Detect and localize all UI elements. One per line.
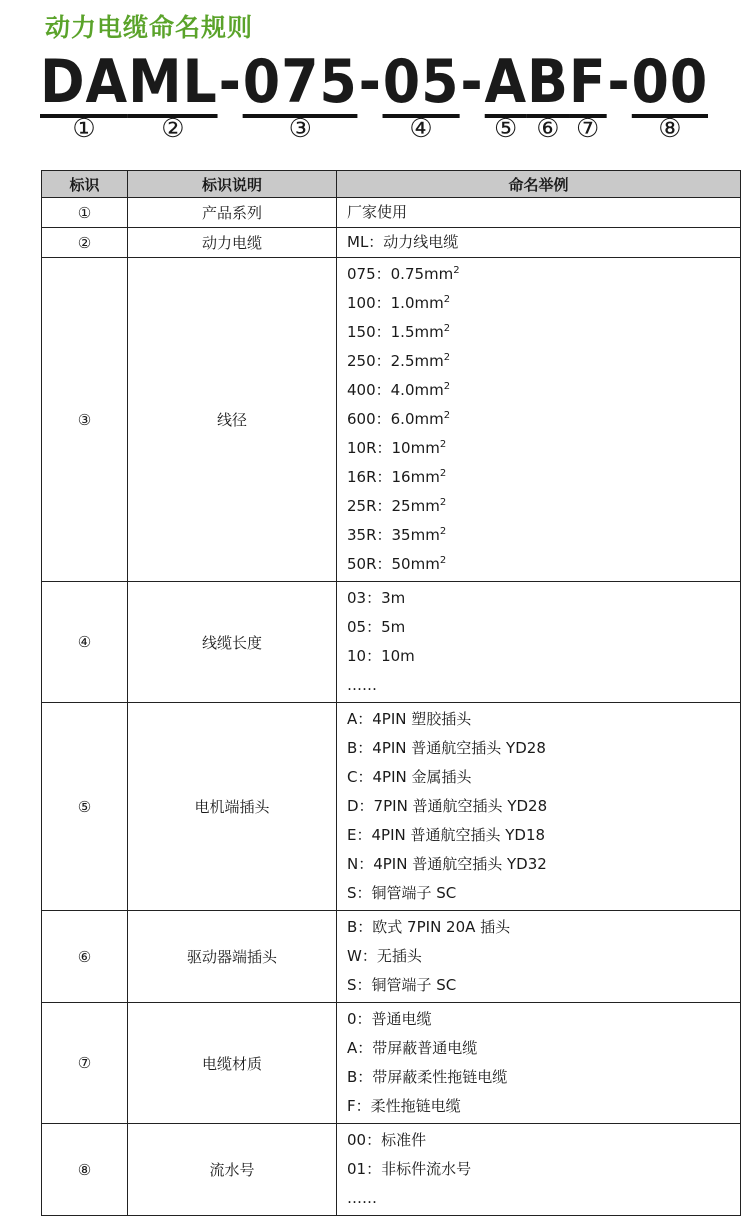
row-marker: ③ [42,258,128,582]
code-dash: - [607,47,631,117]
example-line [347,913,740,942]
example-line [347,671,740,700]
header-description: 标识说明 [128,171,337,198]
example-text: 10R：10mm [347,439,440,457]
example-line [347,942,740,971]
example-line [347,228,740,257]
code-segment: DA [40,47,129,117]
code-segment: B [526,47,569,117]
row-examples [337,1003,741,1124]
example-line [347,879,740,908]
example-text: 150：1.5mm [347,323,444,341]
example-text: …… [347,1189,377,1207]
example-line [347,318,740,347]
row-description: 产品系列 [128,198,337,228]
row-marker: ⑦ [42,1003,128,1124]
example-line [347,376,740,405]
naming-rules-table [41,170,741,1216]
row-marker: ⑥ [42,911,128,1003]
example-text: S：铜管端子 SC [347,884,457,902]
example-line [347,347,740,376]
code-segment: 05 [382,47,460,117]
segment-markers [0,114,750,148]
example-line [347,463,740,492]
unit-exponent: 2 [439,526,447,537]
example-line [347,521,740,550]
table-row [42,703,741,911]
example-line [347,821,740,850]
example-text: 00：标准件 [347,1131,427,1149]
table-row [42,1003,741,1124]
header-examples: 命名举例 [337,171,741,198]
unit-exponent: 2 [443,294,451,305]
row-marker: ① [42,198,128,228]
row-description: 电机端插头 [128,703,337,911]
code-dash: - [460,47,484,117]
example-line [347,642,740,671]
example-text: 05：5m [347,618,406,636]
example-text: 0：普通电缆 [347,1010,432,1028]
example-line [347,763,740,792]
segment-marker: ⑤ [494,114,518,144]
example-line [347,971,740,1000]
example-text: A：4PIN 塑胶插头 [347,710,472,728]
example-line [347,792,740,821]
table-header-row [42,171,741,198]
row-examples [337,1124,741,1216]
segment-marker: ⑧ [658,114,682,144]
row-marker: ② [42,228,128,258]
example-text: C：4PIN 金属插头 [347,768,472,786]
code-segment: 075 [242,47,358,117]
code-dash: - [218,47,242,117]
row-examples [337,582,741,703]
example-line [347,1034,740,1063]
code-segment: ML [128,47,218,117]
example-line [347,850,740,879]
example-line [347,1184,740,1213]
example-text: B：4PIN 普通航空插头 YD28 [347,739,546,757]
example-text: A：带屏蔽普通电缆 [347,1039,478,1057]
unit-exponent: 2 [443,323,451,334]
example-text: S：铜管端子 SC [347,976,457,994]
example-text: 600：6.0mm [347,410,444,428]
unit-exponent: 2 [443,352,451,363]
row-description: 驱动器端插头 [128,911,337,1003]
table-row [42,1124,741,1216]
example-line [347,584,740,613]
row-examples [337,703,741,911]
code-segment: 00 [631,47,709,117]
unit-exponent: 2 [443,410,451,421]
row-examples [337,198,741,228]
table-row [42,198,741,228]
example-line [347,1126,740,1155]
example-text: 35R：35mm [347,526,440,544]
segment-marker: ⑥ [536,114,560,144]
example-text: F：柔性拖链电缆 [347,1097,461,1115]
table-row [42,911,741,1003]
example-text: B：带屏蔽柔性拖链电缆 [347,1068,508,1086]
row-marker: ④ [42,582,128,703]
example-line [347,434,740,463]
example-text: 250：2.5mm [347,352,444,370]
row-examples [337,228,741,258]
example-line [347,405,740,434]
table-row [42,258,741,582]
example-text: 10：10m [347,647,415,665]
code-segment: A [484,47,527,117]
code-segment: F [568,47,607,117]
example-line [347,1092,740,1121]
example-text: N：4PIN 普通航空插头 YD32 [347,855,547,873]
example-text: D：7PIN 普通航空插头 YD28 [347,797,548,815]
example-text: …… [347,676,377,694]
example-text: W：无插头 [347,947,422,965]
example-text: 25R：25mm [347,497,440,515]
example-line [347,613,740,642]
example-line [347,1063,740,1092]
row-description: 电缆材质 [128,1003,337,1124]
model-code [40,47,709,120]
example-text: 01：非标件流水号 [347,1160,472,1178]
row-marker: ⑧ [42,1124,128,1216]
row-description: 动力电缆 [128,228,337,258]
example-text: 厂家使用 [347,203,408,221]
table-row [42,582,741,703]
row-marker: ⑤ [42,703,128,911]
segment-marker: ② [161,114,185,144]
header-id: 标识 [42,171,128,198]
table-row [42,228,741,258]
example-text: E：4PIN 普通航空插头 YD18 [347,826,546,844]
row-examples [337,911,741,1003]
row-examples [337,258,741,582]
row-description: 线径 [128,258,337,582]
example-line [347,550,740,579]
unit-exponent: 2 [453,265,460,276]
example-text: 400：4.0mm [347,381,444,399]
unit-exponent: 2 [443,381,451,392]
example-text: 100：1.0mm [347,294,444,312]
example-line [347,198,740,227]
example-text: ML：动力线电缆 [347,233,459,251]
example-line [347,1005,740,1034]
example-line [347,1155,740,1184]
code-dash: - [358,47,382,117]
example-text: 50R：50mm [347,555,440,573]
example-text: 16R：16mm [347,468,440,486]
example-text: B：欧式 7PIN 20A 插头 [347,918,511,936]
example-line [347,492,740,521]
segment-marker: ① [72,114,96,144]
unit-exponent: 2 [439,439,447,450]
example-text: 03：3m [347,589,406,607]
example-line [347,289,740,318]
row-description: 线缆长度 [128,582,337,703]
unit-exponent: 2 [439,468,447,479]
example-text: 075：0.75mm [347,265,454,283]
example-line [347,260,740,289]
segment-marker: ③ [288,114,312,144]
example-line [347,734,740,763]
page-title: 动力电缆命名规则 [45,13,254,42]
segment-marker: ④ [409,114,433,144]
segment-marker: ⑦ [576,114,600,144]
unit-exponent: 2 [439,555,447,566]
row-description: 流水号 [128,1124,337,1216]
unit-exponent: 2 [439,497,447,508]
example-line [347,705,740,734]
